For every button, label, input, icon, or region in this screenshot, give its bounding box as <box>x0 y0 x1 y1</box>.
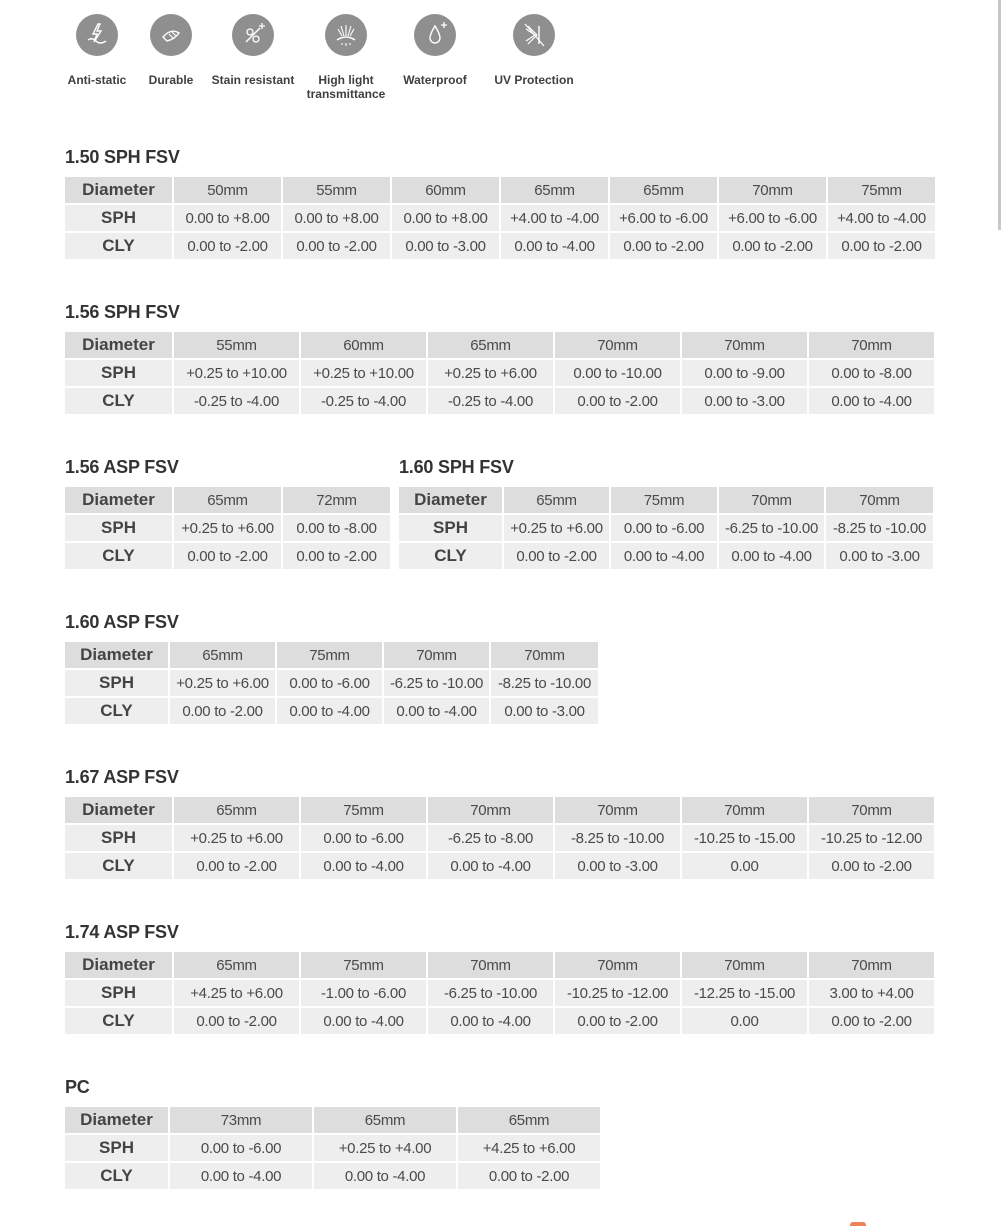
sph-cell: -10.25 to -12.00 <box>809 825 934 851</box>
cly-cell: 0.00 to -2.00 <box>809 853 934 879</box>
spec-table <box>63 1105 602 1191</box>
sph-cell: +0.25 to +10.00 <box>174 360 299 386</box>
diameter-row <box>65 642 598 668</box>
cly-cell: 0.00 <box>682 853 807 879</box>
sph-cell: 3.00 to +4.00 <box>809 980 934 1006</box>
spec-table <box>397 485 935 571</box>
sph-cell: +6.00 to -6.00 <box>610 205 717 231</box>
cly-cell: 0.00 to -4.00 <box>428 1008 553 1034</box>
spec-section <box>65 612 600 726</box>
diameter-cell: 70mm <box>809 797 934 823</box>
cly-row <box>65 543 390 569</box>
cly-row <box>399 543 933 569</box>
diameter-cell: 70mm <box>491 642 598 668</box>
cly-cell: 0.00 to -2.00 <box>174 543 281 569</box>
diameter-cell: 70mm <box>826 487 933 513</box>
spec-section <box>65 302 936 416</box>
row-label: SPH <box>65 205 172 231</box>
diameter-row <box>65 952 934 978</box>
cly-cell: 0.00 to -2.00 <box>555 1008 680 1034</box>
diameter-cell: 70mm <box>682 797 807 823</box>
sph-cell: +0.25 to +6.00 <box>504 515 609 541</box>
row-label: CLY <box>65 543 172 569</box>
row-label: Diameter <box>65 642 168 668</box>
cly-cell: 0.00 to -4.00 <box>719 543 824 569</box>
sph-cell: +0.25 to +6.00 <box>170 670 275 696</box>
sph-cell: +4.00 to -4.00 <box>828 205 935 231</box>
row-label: Diameter <box>65 952 172 978</box>
row-label: CLY <box>65 1163 168 1189</box>
feature-label: Waterproof <box>403 73 467 87</box>
cly-cell: 0.00 to -4.00 <box>301 853 426 879</box>
section-title: 1.56 ASP FSV <box>65 457 179 477</box>
sph-row <box>65 670 598 696</box>
sph-row <box>65 980 934 1006</box>
cly-cell: 0.00 to -2.00 <box>719 233 826 259</box>
diameter-cell: 70mm <box>384 642 489 668</box>
sph-cell: +0.25 to +4.00 <box>314 1135 456 1161</box>
feature-strip <box>0 0 620 110</box>
cly-cell: 0.00 to -2.00 <box>504 543 609 569</box>
corner-mark <box>850 1222 866 1226</box>
cly-cell: 0.00 <box>682 1008 807 1034</box>
anti-static-icon <box>76 14 118 56</box>
row-label: SPH <box>65 670 168 696</box>
section-title: PC <box>65 1077 90 1097</box>
row-label: SPH <box>65 825 172 851</box>
diameter-cell: 65mm <box>174 797 299 823</box>
row-label: Diameter <box>65 1107 168 1133</box>
cly-cell: 0.00 to -3.00 <box>392 233 499 259</box>
diameter-cell: 70mm <box>719 487 824 513</box>
feature-high-light-transmittance <box>300 14 392 101</box>
row-label: CLY <box>65 853 172 879</box>
diameter-cell: 65mm <box>174 487 281 513</box>
cly-cell: 0.00 to -2.00 <box>283 233 390 259</box>
sph-row <box>65 825 934 851</box>
diameter-cell: 75mm <box>301 797 426 823</box>
durable-icon <box>150 14 192 56</box>
sph-cell: -6.25 to -10.00 <box>428 980 553 1006</box>
section-title: 1.67 ASP FSV <box>65 767 179 787</box>
sph-cell: +0.25 to +6.00 <box>428 360 553 386</box>
diameter-row <box>399 487 933 513</box>
spec-table <box>63 330 936 416</box>
spec-table <box>63 485 392 571</box>
sph-cell: +0.25 to +6.00 <box>174 515 281 541</box>
cly-cell: 0.00 to -2.00 <box>458 1163 600 1189</box>
diameter-cell: 75mm <box>301 952 426 978</box>
diameter-cell: 65mm <box>174 952 299 978</box>
cly-cell: 0.00 to -4.00 <box>501 233 608 259</box>
feature-label: Stain resistant <box>211 73 295 87</box>
section-title: 1.74 ASP FSV <box>65 922 179 942</box>
sph-row <box>65 1135 600 1161</box>
cly-cell: 0.00 to -3.00 <box>682 388 807 414</box>
cly-cell: 0.00 to -4.00 <box>277 698 382 724</box>
section-title: 1.60 SPH FSV <box>399 457 514 477</box>
diameter-cell: 70mm <box>809 952 934 978</box>
sph-cell: -10.25 to -12.00 <box>555 980 680 1006</box>
row-label: SPH <box>65 980 172 1006</box>
feature-durable <box>141 14 201 87</box>
spec-section <box>65 767 936 881</box>
cly-cell: 0.00 to -4.00 <box>384 698 489 724</box>
row-label: SPH <box>399 515 502 541</box>
diameter-cell: 73mm <box>170 1107 312 1133</box>
row-label: CLY <box>65 698 168 724</box>
feature-label: Durable <box>148 73 194 87</box>
spec-section <box>65 922 936 1036</box>
spec-table <box>63 950 936 1036</box>
diameter-cell: 70mm <box>555 332 680 358</box>
diameter-cell: 70mm <box>555 797 680 823</box>
waterproof-icon <box>414 14 456 56</box>
row-label: Diameter <box>65 487 172 513</box>
cly-cell: 0.00 to -2.00 <box>170 698 275 724</box>
diameter-cell: 75mm <box>277 642 382 668</box>
diameter-cell: 65mm <box>501 177 608 203</box>
cly-row <box>65 698 598 724</box>
row-label: Diameter <box>65 332 172 358</box>
diameter-cell: 70mm <box>428 797 553 823</box>
sph-cell: -8.25 to -10.00 <box>491 670 598 696</box>
feature-waterproof <box>396 14 474 87</box>
row-label: Diameter <box>65 797 172 823</box>
sph-cell: 0.00 to +8.00 <box>392 205 499 231</box>
diameter-cell: 65mm <box>504 487 609 513</box>
sph-cell: +0.25 to +10.00 <box>301 360 426 386</box>
diameter-cell: 65mm <box>170 642 275 668</box>
row-label: CLY <box>65 1008 172 1034</box>
section-title: 1.60 ASP FSV <box>65 612 179 632</box>
spec-section <box>399 457 935 571</box>
diameter-cell: 55mm <box>283 177 390 203</box>
sph-row <box>399 515 933 541</box>
row-label: CLY <box>399 543 502 569</box>
spec-section <box>65 1077 602 1191</box>
row-label: Diameter <box>65 177 172 203</box>
row-label: SPH <box>65 360 172 386</box>
spec-table <box>63 795 936 881</box>
feature-stain-resistant <box>206 14 300 87</box>
cly-cell: -0.25 to -4.00 <box>428 388 553 414</box>
sph-cell: -6.25 to -10.00 <box>384 670 489 696</box>
cly-cell: 0.00 to -3.00 <box>491 698 598 724</box>
feature-anti-static <box>63 14 131 87</box>
sph-cell: -10.25 to -15.00 <box>682 825 807 851</box>
diameter-cell: 70mm <box>809 332 934 358</box>
sph-cell: 0.00 to -6.00 <box>277 670 382 696</box>
sph-cell: 0.00 to -8.00 <box>283 515 390 541</box>
sph-cell: -8.25 to -10.00 <box>555 825 680 851</box>
cly-row <box>65 388 934 414</box>
diameter-cell: 75mm <box>611 487 717 513</box>
sph-cell: +4.25 to +6.00 <box>174 980 299 1006</box>
cly-cell: 0.00 to -2.00 <box>809 1008 934 1034</box>
feature-label: Anti-static <box>67 73 127 87</box>
cly-cell: 0.00 to -4.00 <box>611 543 717 569</box>
spec-section <box>65 147 937 261</box>
sph-row <box>65 515 390 541</box>
diameter-cell: 70mm <box>428 952 553 978</box>
row-label: CLY <box>65 388 172 414</box>
cly-row <box>65 1163 600 1189</box>
diameter-row <box>65 1107 600 1133</box>
feature-label: High light transmittance <box>306 73 386 101</box>
diameter-cell: 60mm <box>392 177 499 203</box>
spec-table <box>63 175 937 261</box>
cly-row <box>65 853 934 879</box>
cly-cell: 0.00 to -4.00 <box>809 388 934 414</box>
cly-cell: 0.00 to -3.00 <box>555 853 680 879</box>
uv-protection-icon <box>513 14 555 56</box>
diameter-cell: 72mm <box>283 487 390 513</box>
spec-section <box>65 457 392 571</box>
sph-cell: 0.00 to +8.00 <box>283 205 390 231</box>
cly-cell: 0.00 to -4.00 <box>170 1163 312 1189</box>
cly-cell: 0.00 to -4.00 <box>314 1163 456 1189</box>
light-transmittance-icon <box>325 14 367 56</box>
sph-cell: 0.00 to -6.00 <box>301 825 426 851</box>
diameter-row <box>65 487 390 513</box>
diameter-cell: 70mm <box>682 952 807 978</box>
diameter-cell: 65mm <box>314 1107 456 1133</box>
cly-cell: -0.25 to -4.00 <box>174 388 299 414</box>
sph-cell: +4.00 to -4.00 <box>501 205 608 231</box>
diameter-row <box>65 797 934 823</box>
cly-cell: 0.00 to -2.00 <box>174 1008 299 1034</box>
cly-row <box>65 1008 934 1034</box>
sph-cell: -12.25 to -15.00 <box>682 980 807 1006</box>
sph-cell: +6.00 to -6.00 <box>719 205 826 231</box>
sph-cell: -6.25 to -8.00 <box>428 825 553 851</box>
diameter-cell: 65mm <box>610 177 717 203</box>
cly-cell: 0.00 to -2.00 <box>174 233 281 259</box>
sph-cell: 0.00 to -9.00 <box>682 360 807 386</box>
diameter-cell: 65mm <box>458 1107 600 1133</box>
cly-cell: 0.00 to -2.00 <box>610 233 717 259</box>
cly-cell: 0.00 to -2.00 <box>828 233 935 259</box>
sph-cell: +4.25 to +6.00 <box>458 1135 600 1161</box>
diameter-cell: 55mm <box>174 332 299 358</box>
feature-label: UV Protection <box>494 73 574 87</box>
row-label: SPH <box>65 515 172 541</box>
sph-cell: 0.00 to +8.00 <box>174 205 281 231</box>
sph-cell: +0.25 to +6.00 <box>174 825 299 851</box>
row-label: SPH <box>65 1135 168 1161</box>
sph-cell: 0.00 to -8.00 <box>809 360 934 386</box>
diameter-cell: 70mm <box>719 177 826 203</box>
sph-cell: -8.25 to -10.00 <box>826 515 933 541</box>
sph-row <box>65 205 935 231</box>
cly-cell: -0.25 to -4.00 <box>301 388 426 414</box>
sph-cell: -1.00 to -6.00 <box>301 980 426 1006</box>
cly-cell: 0.00 to -4.00 <box>301 1008 426 1034</box>
cly-cell: 0.00 to -2.00 <box>555 388 680 414</box>
cly-cell: 0.00 to -4.00 <box>428 853 553 879</box>
sph-cell: -6.25 to -10.00 <box>719 515 824 541</box>
diameter-cell: 70mm <box>682 332 807 358</box>
diameter-row <box>65 332 934 358</box>
diameter-cell: 50mm <box>174 177 281 203</box>
row-label: CLY <box>65 233 172 259</box>
diameter-cell: 70mm <box>555 952 680 978</box>
stain-resistant-icon <box>232 14 274 56</box>
sph-cell: 0.00 to -6.00 <box>611 515 717 541</box>
cly-cell: 0.00 to -2.00 <box>174 853 299 879</box>
sph-row <box>65 360 934 386</box>
cly-cell: 0.00 to -3.00 <box>826 543 933 569</box>
sph-cell: 0.00 to -6.00 <box>170 1135 312 1161</box>
cly-row <box>65 233 935 259</box>
spec-table <box>63 640 600 726</box>
sph-cell: 0.00 to -10.00 <box>555 360 680 386</box>
feature-uv-protection <box>486 14 582 87</box>
diameter-cell: 65mm <box>428 332 553 358</box>
section-title: 1.56 SPH FSV <box>65 302 180 322</box>
cly-cell: 0.00 to -2.00 <box>283 543 390 569</box>
diameter-row <box>65 177 935 203</box>
diameter-cell: 75mm <box>828 177 935 203</box>
section-title: 1.50 SPH FSV <box>65 147 180 167</box>
row-label: Diameter <box>399 487 502 513</box>
diameter-cell: 60mm <box>301 332 426 358</box>
